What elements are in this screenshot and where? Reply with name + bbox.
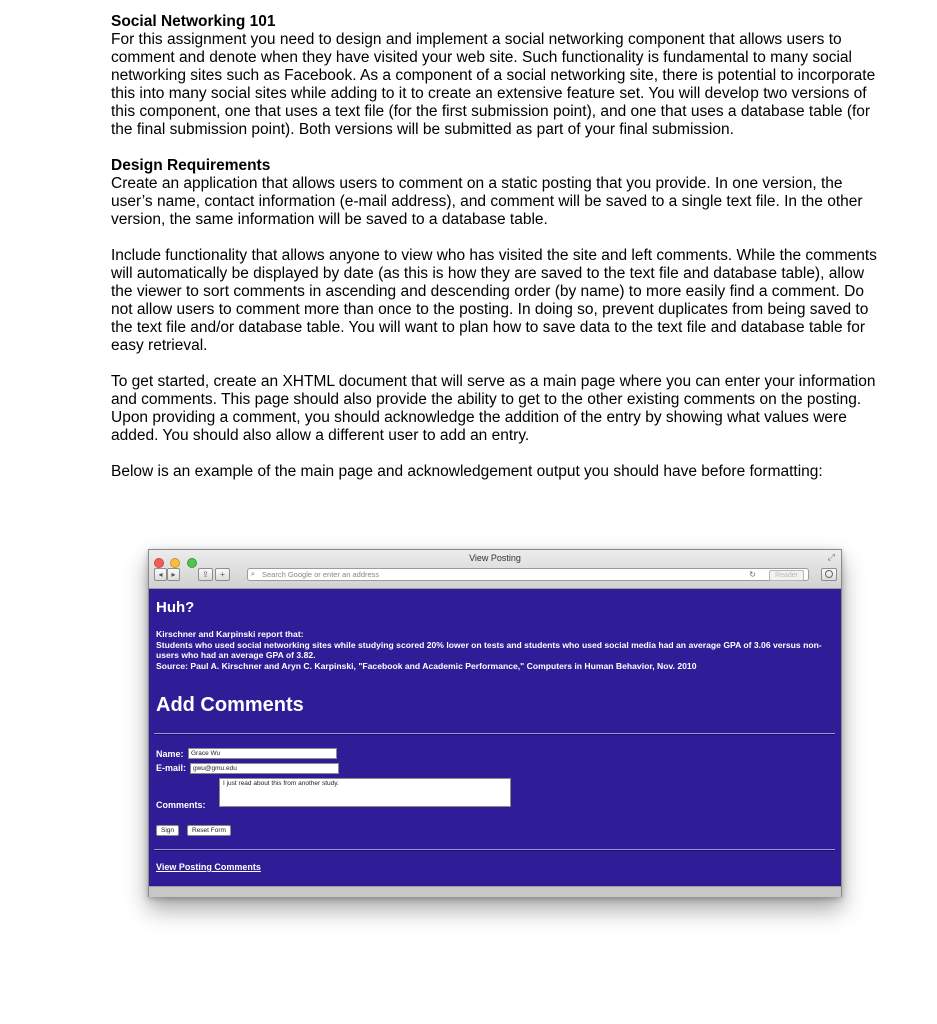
example-intro-paragraph: Below is an example of the main page and acknowledgement output you should have before formatting: (111, 463, 823, 480)
name-field[interactable]: Grace Wu (188, 748, 337, 759)
add-bookmark-icon[interactable]: + (215, 568, 230, 581)
quote-intro: Kirschner and Karpinski report that: (156, 629, 304, 639)
window-title: View Posting (469, 553, 521, 563)
quote-body: Students who used social networking sites while studying scored 20% lower on tests and students who used social media had an average GPA of 3.06 versus non-users who had an average GPA of 3.82. (156, 639, 822, 661)
forward-icon[interactable]: ▸ (167, 568, 180, 581)
section-heading-social-networking: Social Networking 101 (111, 13, 276, 30)
back-icon[interactable]: ◂ (154, 568, 167, 581)
posting-heading: Huh? (156, 599, 195, 616)
address-bar[interactable] (247, 568, 809, 581)
name-label: Name: (156, 749, 184, 759)
reload-icon[interactable]: ↻ (749, 570, 756, 579)
intro-paragraph: For this assignment you need to design and implement a social networking component that allows users to comment and denote when they have visited your web site. Such functionality is fundamental to many social networking sites such as Facebook. As a component of a social networking site, there is potential to incorporate this into many social sites while adding to it to create an extensive feature set. You will develop two versions of this component, one that uses a text file (for the first submission point), and one that uses a database table (for the final submission point). Both versions will be submitted as part of your final submission. (111, 31, 876, 138)
expand-icon[interactable]: ⤢ (827, 552, 835, 562)
email-label: E-mail: (156, 763, 187, 773)
getting-started-paragraph: To get started, create an XHTML document that will serve as a main page where you can enter your information and comments. This page should also provide the ability to get to the other existing comments on the posting. Upon providing a comment, you should acknowledge the addition of the entry by showing what values were added. You should also allow a different user to add an entry. (111, 373, 876, 444)
section-heading-design-requirements: Design Requirements (111, 157, 271, 174)
browser-statusbar (149, 886, 841, 897)
quote-source: Source: Paul A. Kirschner and Aryn C. Karpinski, "Facebook and Academic Performance," Computers in Human Behavior, Nov. 2010 (156, 660, 697, 671)
reader-button[interactable]: Reader (769, 570, 804, 581)
address-placeholder: Search Google or enter an address (262, 570, 380, 579)
stop-icon[interactable] (821, 568, 837, 581)
posting-page (149, 589, 841, 886)
divider (154, 733, 835, 735)
view-posting-comments-link[interactable]: View Posting Comments (156, 862, 261, 872)
share-icon[interactable]: ⇪ (198, 568, 213, 581)
assignment-document (111, 13, 881, 481)
sign-button[interactable]: Sign (156, 825, 179, 836)
browser-window-screenshot (148, 549, 842, 897)
functionality-paragraph: Include functionality that allows anyone to view who has visited the site and left comments. While the comments will automatically be displayed by date (as this is how they are saved to the text file and database table), allow the viewer to sort comments in ascending and descending order (by name) to more easily find a comment. Do not allow users to comment more than once to the posting. In doing so, prevent duplicates from being saved to the text file and/or database table. You will want to plan how to save data to the text file and database table for easy retrieval. (111, 247, 877, 354)
add-comments-heading: Add Comments (156, 694, 304, 716)
reset-form-button[interactable]: Reset Form (187, 825, 231, 836)
divider (154, 849, 835, 851)
comments-label: Comments: (156, 800, 206, 810)
browser-titlebar (149, 550, 841, 589)
search-icon: ⌕ (251, 571, 255, 578)
posting-quote (156, 629, 836, 671)
comments-field[interactable]: I just read about this from another study. (219, 778, 511, 807)
requirements-paragraph: Create an application that allows users to comment on a static posting that you provide. In one version, the user’s name, contact information (e-mail address), and comment will be saved to a single text file. In the other version, the same information will be saved to a database table. (111, 175, 863, 228)
email-field[interactable]: gwu@gmu.edu (190, 763, 339, 774)
